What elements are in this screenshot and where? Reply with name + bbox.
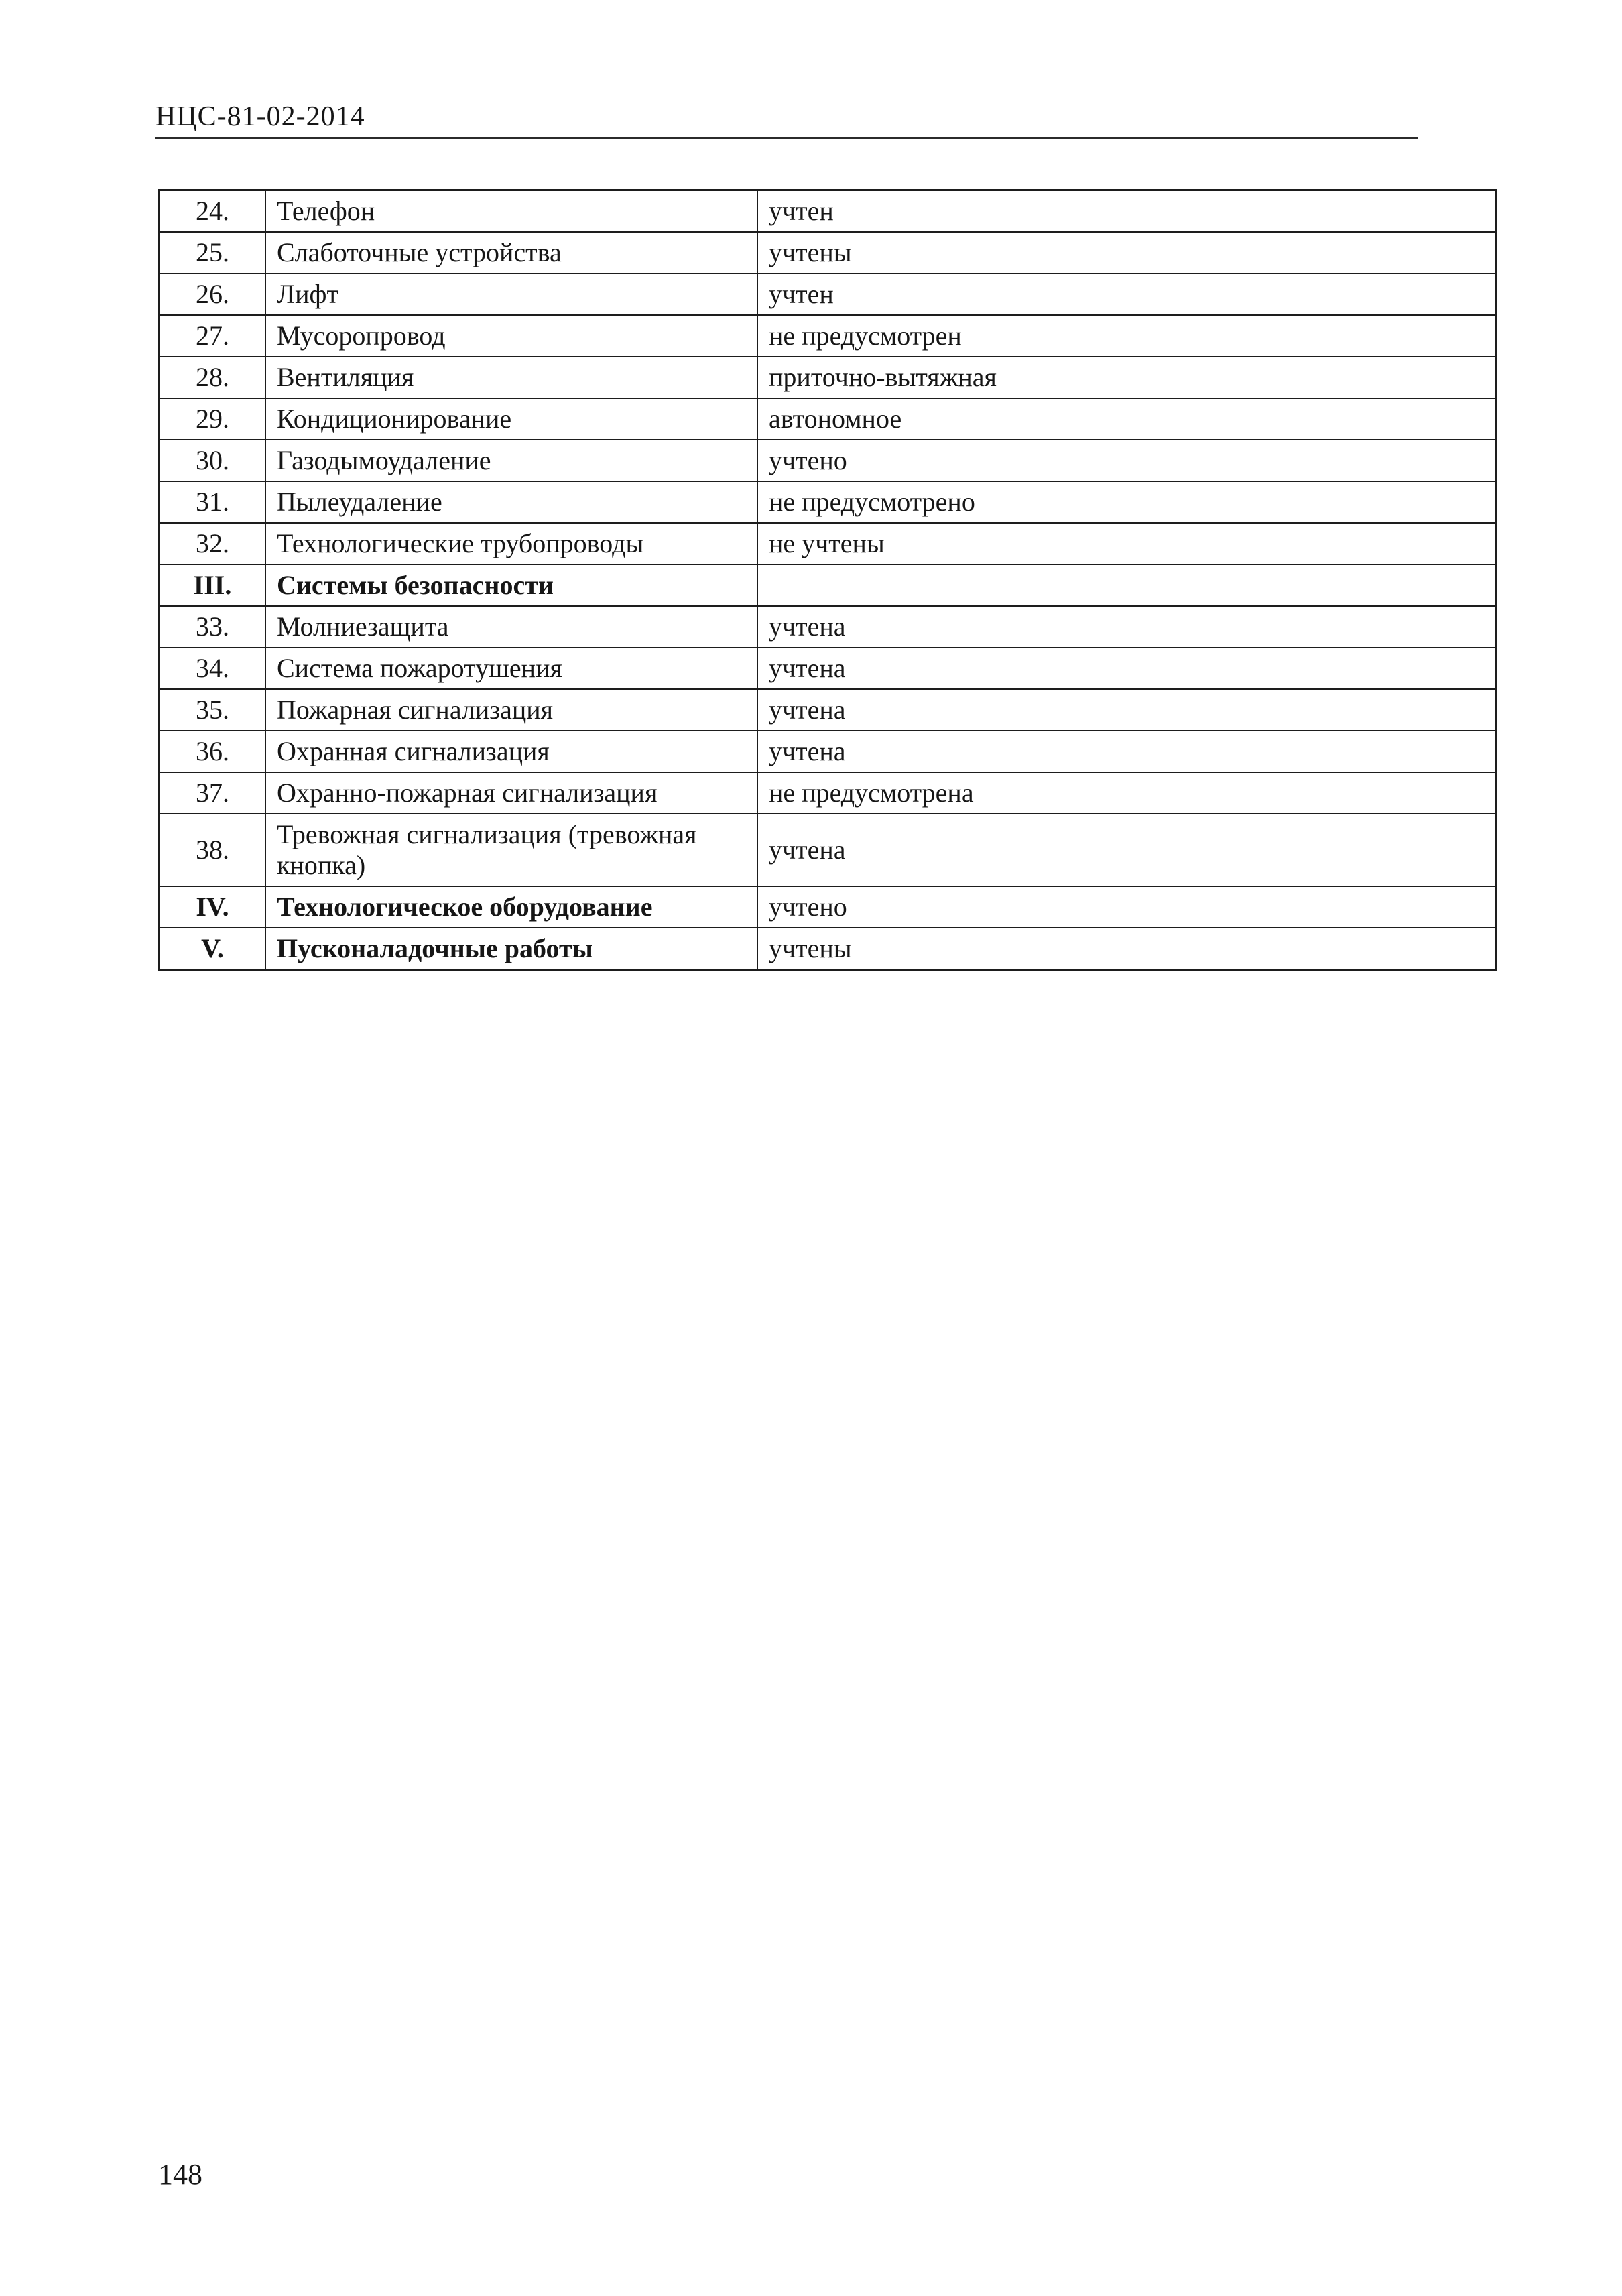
row-value: учтена bbox=[757, 814, 1497, 886]
table-row bbox=[160, 648, 1497, 689]
row-name: Вентиляция bbox=[265, 357, 757, 398]
row-name: Мусоропровод bbox=[265, 315, 757, 357]
row-number: 30. bbox=[160, 440, 266, 481]
table-row bbox=[160, 886, 1497, 928]
row-value: учтена bbox=[757, 731, 1497, 772]
row-number: 26. bbox=[160, 274, 266, 315]
table-row bbox=[160, 928, 1497, 970]
row-value: не предусмотрен bbox=[757, 315, 1497, 357]
row-value: учтен bbox=[757, 274, 1497, 315]
row-value: учтена bbox=[757, 648, 1497, 689]
row-number: 34. bbox=[160, 648, 266, 689]
table-row bbox=[160, 232, 1497, 274]
row-value: учтены bbox=[757, 232, 1497, 274]
row-number: 28. bbox=[160, 357, 266, 398]
table-row bbox=[160, 481, 1497, 523]
row-value bbox=[757, 564, 1497, 606]
table-row bbox=[160, 357, 1497, 398]
row-name: Кондиционирование bbox=[265, 398, 757, 440]
row-name: Слаботочные устройства bbox=[265, 232, 757, 274]
row-name: Системы безопасности bbox=[265, 564, 757, 606]
row-value: учтены bbox=[757, 928, 1497, 970]
row-number: 38. bbox=[160, 814, 266, 886]
row-name: Охранная сигнализация bbox=[265, 731, 757, 772]
row-number: 25. bbox=[160, 232, 266, 274]
row-value: учтено bbox=[757, 440, 1497, 481]
row-name: Система пожаротушения bbox=[265, 648, 757, 689]
row-number: 36. bbox=[160, 731, 266, 772]
document-code: НЦС-81-02-2014 bbox=[155, 101, 365, 132]
table-row bbox=[160, 398, 1497, 440]
table-row bbox=[160, 274, 1497, 315]
row-number: 31. bbox=[160, 481, 266, 523]
row-value: учтена bbox=[757, 689, 1497, 731]
row-name: Молниезащита bbox=[265, 606, 757, 648]
table-row bbox=[160, 564, 1497, 606]
table-row bbox=[160, 689, 1497, 731]
row-name: Газодымоудаление bbox=[265, 440, 757, 481]
row-value: автономное bbox=[757, 398, 1497, 440]
row-name: Лифт bbox=[265, 274, 757, 315]
row-name: Технологические трубопроводы bbox=[265, 523, 757, 564]
row-name: Технологическое оборудование bbox=[265, 886, 757, 928]
specification-table bbox=[158, 189, 1497, 971]
row-name: Пусконаладочные работы bbox=[265, 928, 757, 970]
table-row bbox=[160, 772, 1497, 814]
row-value: учтено bbox=[757, 886, 1497, 928]
row-value: приточно-вытяжная bbox=[757, 357, 1497, 398]
row-name: Тревожная сигнализация (тревожная кнопка) bbox=[265, 814, 757, 886]
table-row bbox=[160, 190, 1497, 233]
page-number: 148 bbox=[158, 2158, 202, 2191]
table-row bbox=[160, 814, 1497, 886]
row-number: 35. bbox=[160, 689, 266, 731]
table-row bbox=[160, 731, 1497, 772]
row-value: учтена bbox=[757, 606, 1497, 648]
table-row bbox=[160, 523, 1497, 564]
row-number: 37. bbox=[160, 772, 266, 814]
row-number: 32. bbox=[160, 523, 266, 564]
table-body bbox=[160, 190, 1497, 970]
row-number: 27. bbox=[160, 315, 266, 357]
document-header bbox=[155, 101, 1418, 139]
row-number: IV. bbox=[160, 886, 266, 928]
row-number: III. bbox=[160, 564, 266, 606]
table-row bbox=[160, 606, 1497, 648]
row-number: 33. bbox=[160, 606, 266, 648]
row-value: не учтены bbox=[757, 523, 1497, 564]
row-value: не предусмотрена bbox=[757, 772, 1497, 814]
table-row bbox=[160, 440, 1497, 481]
row-name: Пылеудаление bbox=[265, 481, 757, 523]
row-name: Охранно-пожарная сигнализация bbox=[265, 772, 757, 814]
row-number: 24. bbox=[160, 190, 266, 233]
row-value: учтен bbox=[757, 190, 1497, 233]
row-value: не предусмотрено bbox=[757, 481, 1497, 523]
row-name: Пожарная сигнализация bbox=[265, 689, 757, 731]
row-number: V. bbox=[160, 928, 266, 970]
table-row bbox=[160, 315, 1497, 357]
row-name: Телефон bbox=[265, 190, 757, 233]
row-number: 29. bbox=[160, 398, 266, 440]
